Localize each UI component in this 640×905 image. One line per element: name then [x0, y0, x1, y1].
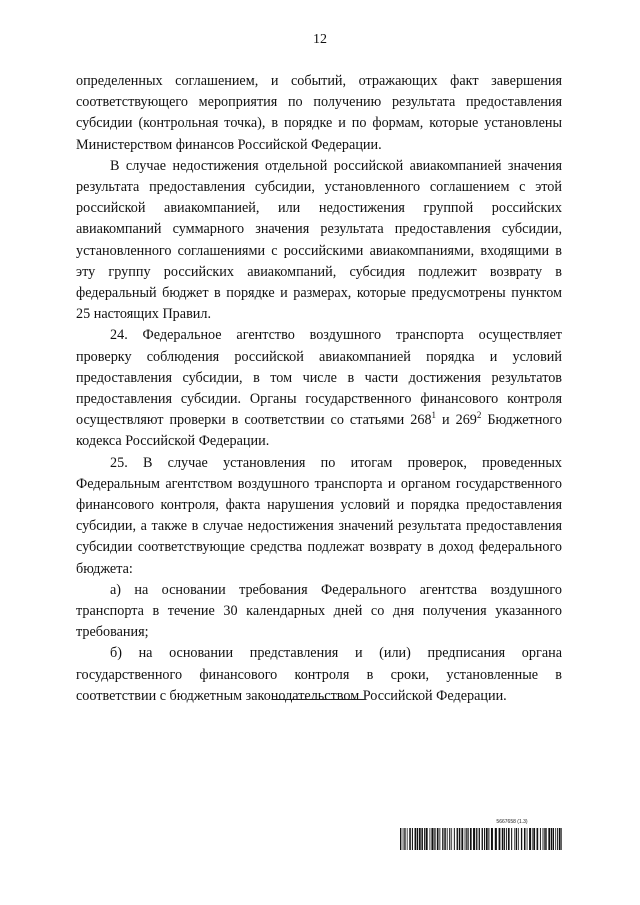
paragraph-24-text-end: Бюджетного кодекса Российской Федерации. [76, 412, 562, 450]
barcode-icon [400, 828, 562, 850]
barcode-code: 5667658 (1.3) [496, 819, 528, 825]
paragraph-25: 25. В случае установления по итогам проверок, проведенных Федеральным агентством воздушного транспорта и органом государственного финансового контроля, факта нарушения условий и порядка предоставления субсидии, а также в случае недостижения значений результата предоставления субсидии соответствующие средства подлежат возврату в доход федерального бюджета: [76, 454, 562, 577]
paragraph-non-achievement: В случае недостижения отдельной российской авиакомпанией значения результата предоставления субсидии, установленного соглашением с этой российской авиакомпанией, или недостижения группой российских авиакомпаний суммарного значения результата предоставления субсидии, установленного соглашениями с российскими авиакомпаниями, входящими в эту группу российских авиакомпаний, субсидия подлежит возврату в федеральный бюджет в порядке и размерах, которые предусмотрены пунктом 25 настоящих Правил. [76, 157, 562, 323]
paragraph-24-text: 24. Федеральное агентство воздушного транспорта осуществляет проверку соблюдения российской авиакомпанией порядка и условий предоставления субсидии, в том числе в части достижения результатов предоставления субсидии. Органы государственного финансового контроля осуществляют проверки в соответствии со статьями 268 [76, 327, 562, 429]
paragraph-continuation: определенных соглашением, и событий, отражающих факт завершения соответствующего мероприятия по получению результата предоставления субсидии (контрольная точка), в порядке и по формам, которые установлены Министерством финансов Российской Федерации. [76, 73, 562, 153]
footnote-sup-1: 1 [431, 410, 437, 421]
paragraph-24 [76, 325, 562, 452]
footnote-sup-2: 2 [476, 410, 482, 421]
page-number: 12 [313, 32, 327, 47]
paragraph-24-text-middle: и 269 [436, 412, 477, 429]
paragraph-25-item-a: а) на основании требования Федерального агентства воздушного транспорта в течение 30 календарных дней со дня получения указанного требования; [76, 581, 562, 641]
end-divider [272, 699, 364, 700]
document-body [76, 71, 562, 707]
paragraph-25-item-b: б) на основании представления и (или) предписания органа государственного финансового контроля в сроки, установленные в соответствии с бюджетным законодательством Российской Федерации. [76, 645, 562, 704]
